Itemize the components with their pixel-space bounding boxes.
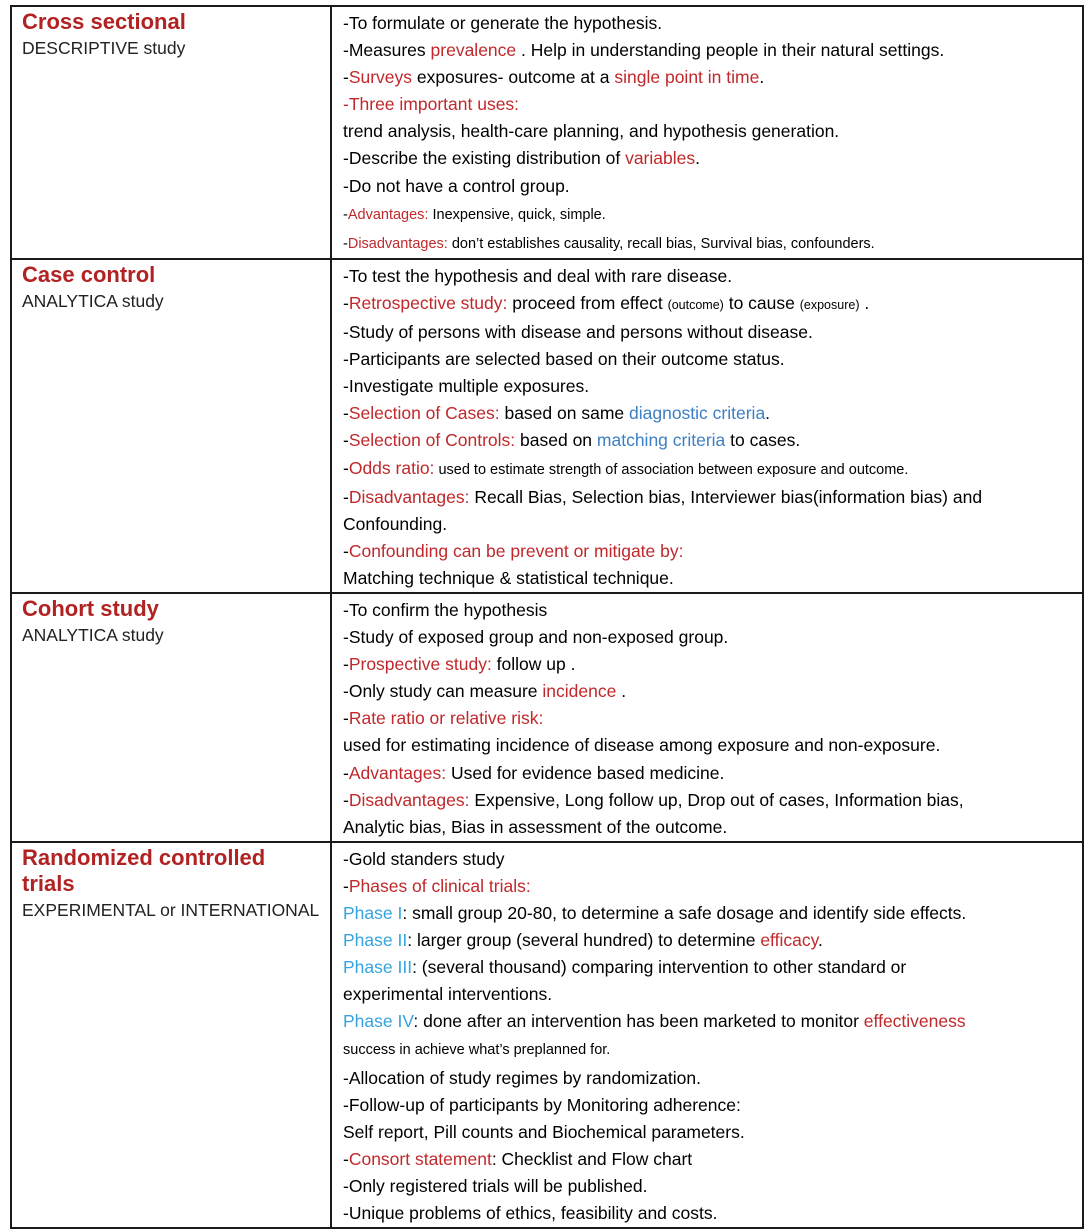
- description-line: [343, 651, 1076, 678]
- description-line: [343, 118, 1076, 145]
- description-line: [343, 927, 1076, 954]
- description-line: [343, 64, 1076, 91]
- text-segment: -: [343, 1148, 349, 1169]
- table-row-rct: [11, 842, 1083, 1228]
- study-type-category: ANALYTICA study: [22, 290, 164, 311]
- text-segment: -To test the hypothesis and deal with rare disease.: [343, 265, 733, 286]
- text-segment: diagnostic criteria: [629, 403, 766, 424]
- description-line: [343, 263, 1076, 290]
- text-segment: Confounding.: [343, 513, 448, 534]
- text-segment: success in achieve what’s preplanned for.: [343, 1042, 611, 1059]
- text-segment: to cause: [723, 292, 800, 313]
- text-segment: .: [759, 67, 765, 88]
- text-segment: Phase III: [343, 957, 413, 978]
- description-line: [343, 732, 1076, 759]
- study-type-cell: [11, 6, 331, 259]
- text-segment: Surveys: [348, 67, 413, 88]
- description-line: [343, 319, 1076, 346]
- text-segment: effectiveness: [863, 1011, 966, 1032]
- text-segment: -Only registered trials will be published.: [343, 1175, 648, 1196]
- description-line: [343, 91, 1076, 118]
- description-line: [343, 900, 1076, 927]
- text-segment: experimental interventions.: [343, 984, 553, 1005]
- description-line: [343, 705, 1076, 732]
- text-segment: Odds ratio:: [348, 457, 435, 478]
- text-segment: -Investigate multiple exposures.: [343, 376, 590, 397]
- description-line: [343, 37, 1076, 64]
- description-line: [343, 538, 1076, 565]
- text-segment: -: [343, 708, 349, 729]
- description-line: [343, 981, 1076, 1008]
- text-segment: Phase IV: [343, 1011, 414, 1032]
- text-segment: -: [343, 403, 349, 424]
- text-segment: follow up .: [491, 654, 576, 675]
- description-line: [343, 814, 1076, 841]
- text-segment: -: [343, 540, 349, 561]
- text-segment: Phase II: [343, 930, 408, 951]
- study-description-cell: [331, 593, 1083, 842]
- text-segment: -Allocation of study regimes by randomization.: [343, 1067, 701, 1088]
- description-line: [343, 200, 1076, 229]
- text-segment: .: [818, 930, 823, 951]
- text-segment: . Help in understanding people in their natural settings.: [516, 40, 945, 61]
- text-segment: -Measures: [343, 40, 431, 61]
- text-segment: Advantages:: [348, 762, 447, 783]
- text-segment: -: [343, 789, 349, 810]
- study-type-title: Cross sectional: [22, 9, 186, 34]
- description-line: [343, 624, 1076, 651]
- description-line: [343, 1092, 1076, 1119]
- description-line: [343, 1173, 1076, 1200]
- text-segment: variables: [625, 148, 696, 169]
- description-line: [343, 873, 1076, 900]
- text-segment: .: [859, 292, 870, 313]
- study-description-cell: [331, 259, 1083, 593]
- text-segment: exposures- outcome at a: [412, 67, 615, 88]
- study-type-cell: [11, 593, 331, 842]
- text-segment: -Gold standers study: [343, 848, 505, 869]
- text-segment: based on: [515, 430, 597, 451]
- table-row-case-control: [11, 259, 1083, 593]
- text-segment: -Do not have a control group.: [343, 175, 570, 196]
- study-type-cell: [11, 259, 331, 593]
- description-line: [343, 1200, 1076, 1227]
- description-line: [343, 565, 1076, 592]
- description-line: [343, 455, 1076, 484]
- text-segment: Used for evidence based medicine.: [446, 762, 725, 783]
- text-segment: single point in time: [614, 67, 760, 88]
- text-segment: -: [343, 292, 349, 313]
- description-line: [343, 427, 1076, 454]
- table-row-cohort: [11, 593, 1083, 842]
- text-segment: Expensive, Long follow up, Drop out of cases, Information bias,: [469, 789, 964, 810]
- description-line: [343, 346, 1076, 373]
- text-segment: -To confirm the hypothesis: [343, 599, 548, 620]
- text-segment: Consort statement: [348, 1148, 492, 1169]
- description-line: [343, 173, 1076, 200]
- description-line: [343, 373, 1076, 400]
- description-line: [343, 484, 1076, 511]
- text-segment: -: [343, 430, 349, 451]
- text-segment: based on same: [499, 403, 629, 424]
- text-segment: -: [343, 875, 349, 896]
- text-segment: Selection of Controls:: [348, 430, 516, 451]
- text-segment: : larger group (several hundred) to determine: [407, 930, 761, 951]
- text-segment: -: [343, 206, 348, 223]
- text-segment: -Follow-up of participants by Monitoring adherence:: [343, 1094, 741, 1115]
- text-segment: : Checklist and Flow chart: [491, 1148, 693, 1169]
- study-type-category: DESCRIPTIVE study: [22, 38, 186, 58]
- description-line: [343, 678, 1076, 705]
- description-line: [343, 1065, 1076, 1092]
- description-line: [343, 760, 1076, 787]
- text-segment: proceed from effect: [507, 292, 668, 313]
- text-segment: : small group 20-80, to determine a safe dosage and identify side effects.: [402, 903, 967, 923]
- text-segment: .: [616, 681, 627, 702]
- text-segment: Self report, Pill counts and Biochemical parameters.: [343, 1121, 745, 1142]
- text-segment: -Only study can measure: [343, 681, 543, 702]
- text-segment: -Study of exposed group and non-exposed group.: [343, 627, 729, 648]
- description-line: [343, 846, 1076, 873]
- text-segment: Analytic bias, Bias in assessment of the outcome.: [343, 816, 728, 837]
- text-segment: -: [343, 486, 349, 507]
- text-segment: .: [765, 403, 771, 424]
- text-segment: -Describe the existing distribution of: [343, 148, 626, 169]
- description-line: [343, 400, 1076, 427]
- text-segment: -Unique problems of ethics, feasibility and costs.: [343, 1203, 718, 1224]
- text-segment: -: [343, 67, 349, 88]
- text-segment: prevalence: [430, 40, 517, 61]
- description-line: [343, 145, 1076, 172]
- text-segment: -Participants are selected based on their outcome status.: [343, 349, 785, 370]
- text-segment: Advantages:: [347, 206, 429, 223]
- description-line: [343, 597, 1076, 624]
- text-segment: used for estimating incidence of disease among exposure and non-exposure.: [343, 735, 941, 756]
- text-segment: Disadvantages:: [348, 789, 470, 810]
- study-type-title: Case control: [22, 261, 156, 287]
- text-segment: trend analysis, health-care planning, and hypothesis generation.: [343, 121, 840, 142]
- text-segment: Phases of clinical trials:: [348, 875, 531, 896]
- text-segment: : done after an intervention has been marketed to monitor: [413, 1011, 864, 1032]
- description-line: [343, 229, 1076, 258]
- text-segment: Recall Bias, Selection bias, Interviewer bias(information bias) and: [469, 486, 983, 507]
- description-line: [343, 290, 1076, 319]
- description-line: [343, 954, 1076, 981]
- study-description-cell: [331, 842, 1083, 1228]
- description-line: [343, 1119, 1076, 1146]
- text-segment: -: [343, 762, 349, 783]
- description-line: [343, 787, 1076, 814]
- text-segment: -Three important uses:: [343, 94, 520, 115]
- description-line: [343, 1035, 1076, 1064]
- description-line: [343, 511, 1076, 538]
- text-segment: used to estimate strength of association between exposure and outcome.: [434, 461, 909, 478]
- study-description-cell: [331, 6, 1083, 259]
- text-segment: Disadvantages:: [348, 486, 470, 507]
- text-segment: Matching technique & statistical technique.: [343, 567, 674, 588]
- text-segment: (exposure): [799, 297, 860, 312]
- text-segment: .: [695, 148, 700, 169]
- description-line: [343, 1008, 1076, 1035]
- text-segment: Prospective study:: [348, 654, 492, 675]
- study-type-cell: [11, 842, 331, 1228]
- table-row-cross-sectional: [11, 6, 1083, 259]
- text-segment: incidence: [542, 681, 617, 702]
- text-segment: matching criteria: [596, 430, 726, 451]
- study-type-title: Cohort study: [22, 595, 159, 621]
- text-segment: Selection of Cases:: [348, 403, 500, 424]
- text-segment: don’t establishes causality, recall bias, Survival bias, confounders.: [447, 235, 875, 252]
- text-segment: efficacy: [760, 930, 819, 951]
- text-segment: : (several thousand) comparing intervention to other standard or: [412, 957, 907, 978]
- text-segment: Retrospective study:: [348, 292, 508, 313]
- text-segment: Rate ratio or relative risk:: [348, 708, 544, 729]
- description-line: [343, 10, 1076, 37]
- text-segment: Disadvantages:: [347, 235, 448, 252]
- text-segment: -: [343, 235, 348, 252]
- text-segment: -: [343, 654, 349, 675]
- text-segment: -: [343, 457, 349, 478]
- text-segment: -To formulate or generate the hypothesis.: [343, 13, 663, 33]
- text-segment: -Study of persons with disease and persons without disease.: [343, 322, 813, 343]
- study-type-category: ANALYTICA study: [22, 624, 164, 645]
- text-segment: Phase I: [343, 903, 403, 923]
- description-line: [343, 1146, 1076, 1173]
- study-design-table: [10, 5, 1084, 1229]
- text-segment: to cases.: [725, 430, 801, 451]
- text-segment: Inexpensive, quick, simple.: [428, 206, 606, 223]
- text-segment: (outcome): [667, 297, 724, 312]
- text-segment: Confounding can be prevent or mitigate by:: [348, 540, 684, 561]
- study-type-category: EXPERIMENTAL or INTERNATIONAL: [22, 899, 320, 920]
- study-type-title: Randomized controlled trials: [22, 844, 266, 896]
